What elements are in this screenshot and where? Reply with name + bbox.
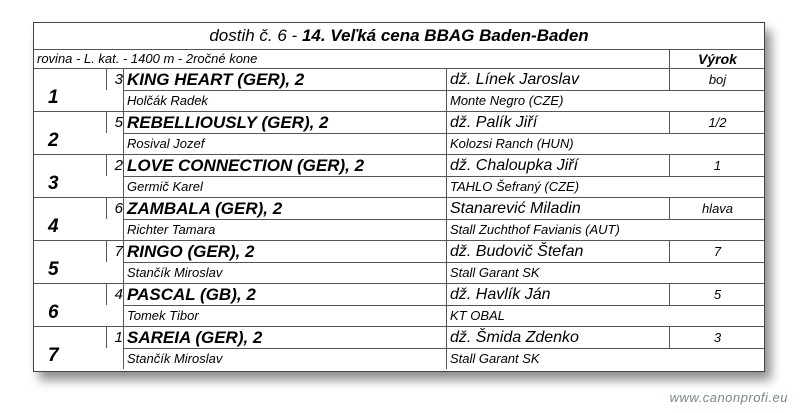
finish-place xyxy=(34,198,106,240)
start-number: 1 xyxy=(106,327,123,348)
row-divider xyxy=(123,176,764,177)
race-title xyxy=(34,23,764,50)
row-divider xyxy=(123,90,764,91)
verdict-margin: 7 xyxy=(669,241,765,262)
place-number: 6 xyxy=(48,302,59,323)
result-row xyxy=(34,241,764,284)
horse-name: REBELLIOUSLY (GER), 2 xyxy=(123,112,447,133)
place-number: 5 xyxy=(48,259,59,280)
verdict-margin: 5 xyxy=(669,284,765,305)
verdict-margin: hlava xyxy=(669,198,765,219)
owner-name: Kolozsi Ranch (HUN) xyxy=(446,134,673,154)
finish-place xyxy=(34,284,106,326)
trainer-name: dž. Havlík Ján xyxy=(446,284,673,305)
trainer-name: dž. Budovič Štefan xyxy=(446,241,673,262)
trainer-name: Stanarević Miladin xyxy=(446,198,673,219)
horse-name: PASCAL (GB), 2 xyxy=(123,284,447,305)
owner-name: Stall Garant SK xyxy=(446,263,673,283)
jockey-name: Tomek Tibor xyxy=(123,306,447,326)
trainer-name: dž. Šmida Zdenko xyxy=(446,327,673,348)
row-divider xyxy=(123,262,764,263)
jockey-name: Germič Karel xyxy=(123,177,447,197)
result-row xyxy=(34,198,764,241)
jockey-name: Stančík Miroslav xyxy=(123,349,447,369)
verdict-margin: 3 xyxy=(669,327,765,348)
owner-name: Stall Zuchthof Favianis (AUT) xyxy=(446,220,673,240)
result-row xyxy=(34,155,764,198)
start-number: 4 xyxy=(106,284,123,305)
start-number: 5 xyxy=(106,112,123,133)
owner-name: Monte Negro (CZE) xyxy=(446,91,673,111)
watermark: www.canonprofi.eu xyxy=(669,390,788,405)
start-number: 6 xyxy=(106,198,123,219)
finish-place xyxy=(34,327,106,369)
horse-name: ZAMBALA (GER), 2 xyxy=(123,198,447,219)
horse-name: RINGO (GER), 2 xyxy=(123,241,447,262)
result-row xyxy=(34,327,764,369)
finish-place xyxy=(34,112,106,154)
owner-name: Stall Garant SK xyxy=(446,349,673,369)
start-number: 3 xyxy=(106,69,123,90)
jockey-name: Rosival Jozef xyxy=(123,134,447,154)
trainer-name: dž. Línek Jaroslav xyxy=(446,69,673,90)
conditions-row xyxy=(34,50,764,69)
finish-place xyxy=(34,241,106,283)
place-number: 7 xyxy=(48,345,59,366)
start-number: 2 xyxy=(106,155,123,176)
row-divider xyxy=(123,133,764,134)
race-conditions: rovina - L. kat. - 1400 m - 2ročné kone xyxy=(37,51,258,66)
place-number: 1 xyxy=(48,87,59,108)
trainer-name: dž. Chaloupka Jiří xyxy=(446,155,673,176)
finish-place xyxy=(34,69,106,111)
result-row xyxy=(34,112,764,155)
place-number: 2 xyxy=(48,130,59,151)
race-label: dostih č. 6 - xyxy=(209,26,298,45)
place-number: 4 xyxy=(48,216,59,237)
jockey-name: Richter Tamara xyxy=(123,220,447,240)
horse-name: KING HEART (GER), 2 xyxy=(123,69,447,90)
verdict-margin: boj xyxy=(669,69,765,90)
results-table xyxy=(33,22,765,372)
start-number: 7 xyxy=(106,241,123,262)
finish-place xyxy=(34,155,106,197)
owner-name: TAHLO Šefraný (CZE) xyxy=(446,177,673,197)
race-name: 14. Veľká cena BBAG Baden-Baden xyxy=(301,26,589,45)
jockey-name: Stančík Miroslav xyxy=(123,263,447,283)
verdict-header: Výrok xyxy=(669,50,765,68)
row-divider xyxy=(123,348,764,349)
row-divider xyxy=(123,305,764,306)
horse-name: SAREIA (GER), 2 xyxy=(123,327,447,348)
result-row xyxy=(34,284,764,327)
verdict-margin: 1/2 xyxy=(669,112,765,133)
verdict-margin: 1 xyxy=(669,155,765,176)
jockey-name: Holčák Radek xyxy=(123,91,447,111)
result-row xyxy=(34,69,764,112)
owner-name: KT OBAL xyxy=(446,306,673,326)
place-number: 3 xyxy=(48,173,59,194)
trainer-name: dž. Palík Jiří xyxy=(446,112,673,133)
row-divider xyxy=(123,219,764,220)
horse-name: LOVE CONNECTION (GER), 2 xyxy=(123,155,447,176)
